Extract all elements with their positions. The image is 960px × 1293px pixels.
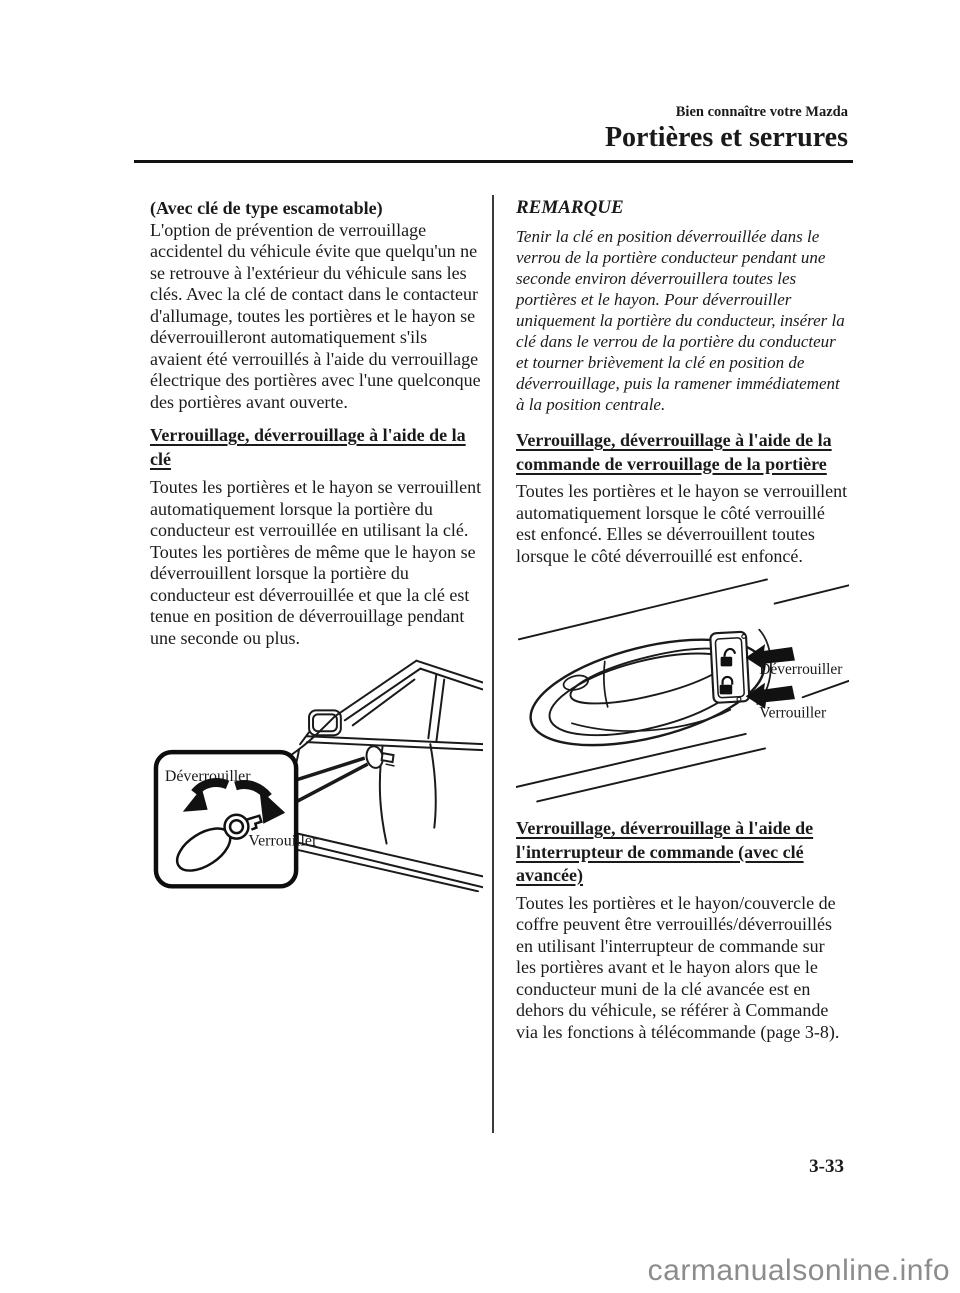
chapter-kicker: Bien connaître votre Mazda: [675, 104, 848, 120]
door-switch-paragraph: Toutes les portières et le hayon se verrouillent automatiquement lorsque le côté verrouillé est enfoncé. Elles se déverrouillent toutes lorsque le côté déverrouillé est enfoncé.: [516, 481, 848, 566]
section-heading-door-switch: Verrouillage, déverrouillage à l'aide de la commande de verrouillage de la portière: [516, 430, 832, 474]
section-heading-advanced-key: Verrouillage, déverrouillage à l'aide de l'interrupteur de commande (avec clé avancée): [516, 818, 814, 885]
page-title: Portières et serrures: [604, 122, 848, 153]
car-key-figure: [150, 652, 483, 892]
right-column: [516, 193, 849, 1043]
page-header: [0, 0, 848, 154]
door-handle-figure: [516, 575, 849, 805]
figure-unlock-label: Déverrouiller: [164, 767, 251, 785]
figure-lock-label: Verrouiller: [759, 704, 827, 722]
column-divider: [492, 195, 494, 1133]
callout-pointer-lines: [296, 758, 368, 802]
page-number: 3-33: [809, 1156, 844, 1177]
figure-lock-label: Verrouiller: [248, 832, 318, 850]
two-column-layout: [150, 193, 848, 1133]
advanced-key-paragraph: Toutes les portières et le hayon/couvercle de coffre peuvent être verrouillés/déverrouillés en utilisant l'interrupteur de commande sur les portières avant et le hayon alors que le conducteur muni de la clé avancée est en dehors du véhicule, se référer à Commande via les fonctions à télécommande (page 3-8).: [516, 892, 840, 1042]
intro-paragraph-body: L'option de prévention de verrouillage accidentel du véhicule évite que quelqu'un ne se retrouve à l'extérieur du véhicule sans les clés. Avec la clé de contact dans le contacteur d'allumage, toutes les portières et le hayon se déverrouilleront automatiquement s'ils avaient été verrouillés à l'aide du verrouillage électrique des portières avec l'une quelconque des portières avant ouverte.: [150, 219, 481, 412]
left-column: [150, 193, 483, 892]
key-lock-paragraph-1: Toutes les portières et le hayon se verrouillent automatiquement lorsque la portière du conducteur est verrouillée en utilisant la clé.: [150, 477, 482, 540]
watermark: carmanualsonline.info: [647, 1254, 950, 1287]
header-rule: [134, 160, 853, 163]
note-body: Tenir la clé en position déverrouillée dans le verrou de la portière conducteur pendant une seconde environ déverrouillera toutes les portières et le hayon. Pour déverrouiller uniquement la portière du conducteur, insérer la clé dans le verrou de la portière du conducteur et tourner brièvement la clé en position de déverrouillage, puis la ramener immédiatement à la position centrale.: [516, 227, 845, 414]
figure-unlock-label: Déverrouiller: [759, 661, 843, 679]
key-lock-paragraph-2: Toutes les portières de même que le hayon se déverrouillent lorsque la portière du conducteur est déverrouillée et que la clé est tenue en position de déverrouillage pendant une seconde ou plus.: [150, 541, 476, 648]
door-keyhole-icon: [365, 745, 395, 770]
section-heading-key-lock: Verrouillage, déverrouillage à l'aide de la clé: [150, 425, 466, 469]
intro-paragraph-title: (Avec clé de type escamotable): [150, 198, 383, 218]
door-panel-lines: [516, 579, 849, 801]
note-title: REMARQUE: [516, 197, 624, 218]
intro-paragraph: [150, 198, 483, 413]
